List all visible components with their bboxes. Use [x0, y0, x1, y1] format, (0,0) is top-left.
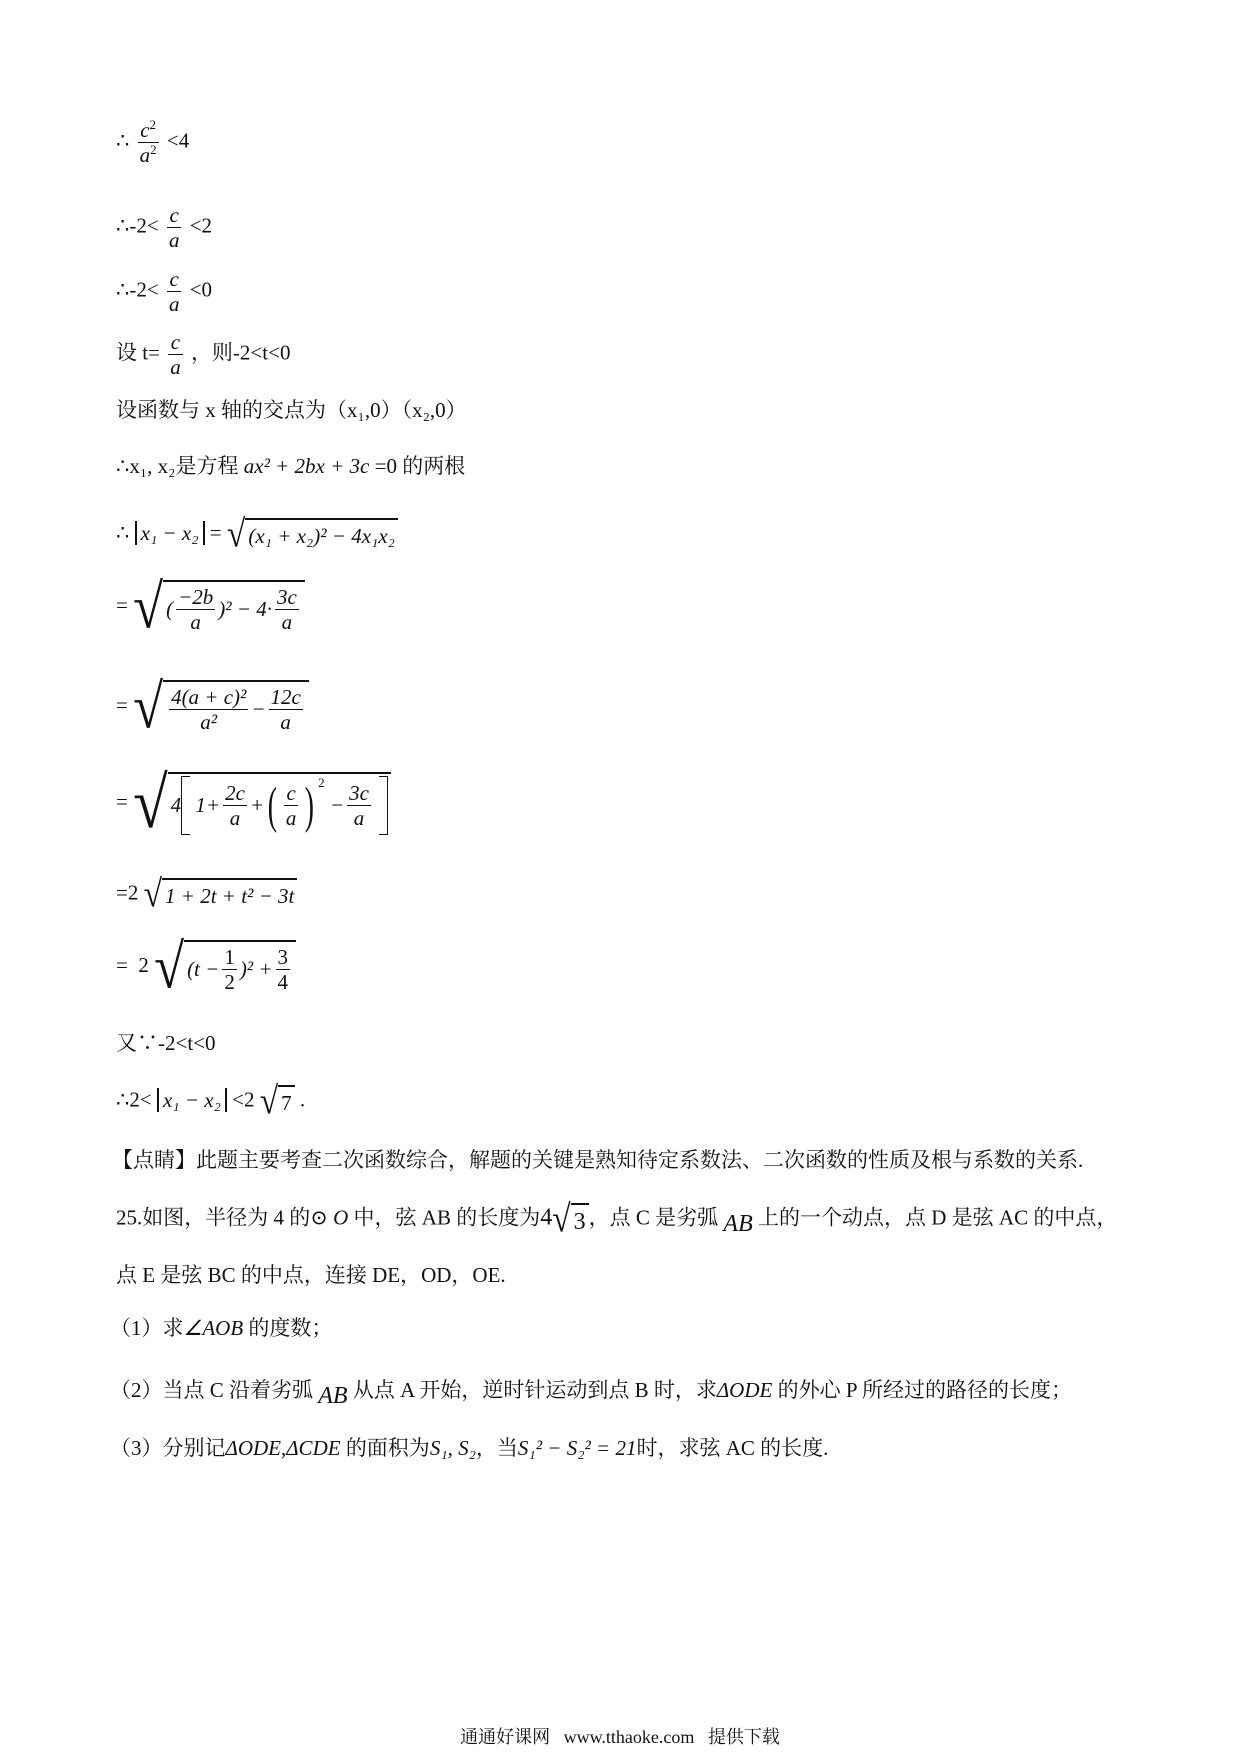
comment-text: 此题主要考查二次函数综合，解题的关键是熟知待定系数法、二次函数的性质及根与系数的关系.	[196, 1148, 1084, 1172]
step-c2-over-a2	[116, 118, 189, 167]
step-since: 又∵-2<t<0	[116, 1031, 216, 1055]
arc-label: AB	[723, 1210, 753, 1237]
problem-25-line2: 点 E 是弦 BC 的中点，连接 DE，OD，OE.	[116, 1263, 506, 1287]
fraction: $\frac{c}{a}$	[170, 330, 181, 380]
square-root: √ 4 1+ $\frac{2c}{a}$ + ( $\frac{c}{a}$ ) 2 − $\frac{3c}{a}$	[133, 772, 391, 835]
footer-suffix: 提供下载	[707, 1727, 780, 1747]
step-in-t: =2 √ 1 + 2t + t² − 3t	[116, 878, 297, 912]
step-conclusion: ∴2< x₁ − x₂ <2 √ 7 .	[116, 1080, 306, 1123]
fraction: $\frac{c^2}{a^2}$	[139, 117, 157, 168]
page-footer	[0, 1723, 1240, 1749]
step-intersections: 设函数与 x 轴的交点为（x₁,0）（x₂,0）	[116, 398, 467, 422]
square-root: √ (x₁ + x₂)² − 4x₁x₂	[227, 518, 398, 552]
problem-25-line1: 25.如图，半径为 4 的⊙ O 中，弦 AB 的长度为4 √ 3 ，点 C 是劣弧 AB 上的一个动点，点 D 是弦 AC 的中点，	[116, 1198, 1118, 1241]
footer-site-name: 通通好课网	[460, 1727, 551, 1747]
step-substitute: = √ ( $\frac{-2b}{a}$ )² − 4· $\frac{3c}{a}$	[116, 580, 305, 635]
step-c-over-a-lt-2: ∴-2< $\frac{c}{a}$ <2	[116, 203, 213, 253]
problem-number: 25.	[116, 1205, 143, 1230]
square-root: √ ( $\frac{-2b}{a}$ )² − 4· $\frac{3c}{a}$	[133, 580, 305, 635]
step-complete-square: = 2 √ (t − $\frac{1}{2}$ )² + $\frac{3}{4}$	[116, 940, 296, 995]
step-factor: = √ 4 1+ $\frac{2c}{a}$ + ( $\frac{c}{a}$ ) 2 − $\frac{3c}{a}$	[116, 772, 391, 835]
therefore-symbol: ∴	[116, 128, 130, 153]
question-2: （2）当点 C 沿着劣弧 AB 从点 A 开始，逆时针运动到点 B 时，求ΔODE 的外心 P 所经过的路径的长度；	[110, 1378, 1072, 1409]
fraction: $\frac{c}{a}$	[168, 203, 180, 253]
footer-url[interactable]: www.tthaoke.com	[563, 1727, 695, 1747]
arc-label: AB	[318, 1383, 348, 1409]
fraction: $\frac{c}{a}$	[168, 267, 180, 317]
right-bracket	[379, 776, 388, 835]
square-root: √ 1 + 2t + t² − 3t	[144, 878, 298, 912]
step-expand: = √ $\frac{\text{4(a + c)²}}{\text{a²}}$ − $\frac{12c}{a}$	[116, 680, 309, 735]
comment-note	[112, 1150, 1083, 1171]
circle-symbol: ⊙	[310, 1205, 328, 1230]
question-1: （1）求∠AOB 的度数；	[110, 1316, 333, 1340]
step-let-t: 设 t= $\frac{c}{a}$ ，则-2<t<0	[116, 330, 291, 380]
question-3: （3）分别记ΔODE,ΔCDE 的面积为S₁, S₂，当S₁² − S₂² = 21时，求弦 AC 的长度.	[110, 1436, 829, 1460]
step-c-over-a-lt-0: ∴-2< $\frac{c}{a}$ <0	[116, 267, 213, 317]
square-root: √ $\frac{\text{4(a + c)²}}{\text{a²}}$ − $\frac{12c}{a}$	[133, 680, 309, 735]
relation: <4	[166, 128, 190, 153]
step-roots: ∴x₁, x₂是方程 ax² + 2bx + 3c =0 的两根	[116, 454, 466, 478]
step-abs-diff: ∴ x₁ − x₂ = √ (x₁ + x₂)² − 4x₁x₂	[116, 518, 398, 552]
square-root: √ 7	[260, 1085, 295, 1119]
comment-label: 【点睛】	[112, 1148, 196, 1172]
square-root: √ 3	[552, 1203, 588, 1237]
left-bracket	[181, 776, 190, 835]
absolute-value: x₁ − x₂	[157, 1088, 227, 1112]
square-root: √ (t − $\frac{1}{2}$ )² + $\frac{3}{4}$	[154, 940, 296, 995]
absolute-value: x₁ − x₂	[135, 521, 205, 545]
equation: ax² + 2bx + 3c	[243, 454, 370, 478]
